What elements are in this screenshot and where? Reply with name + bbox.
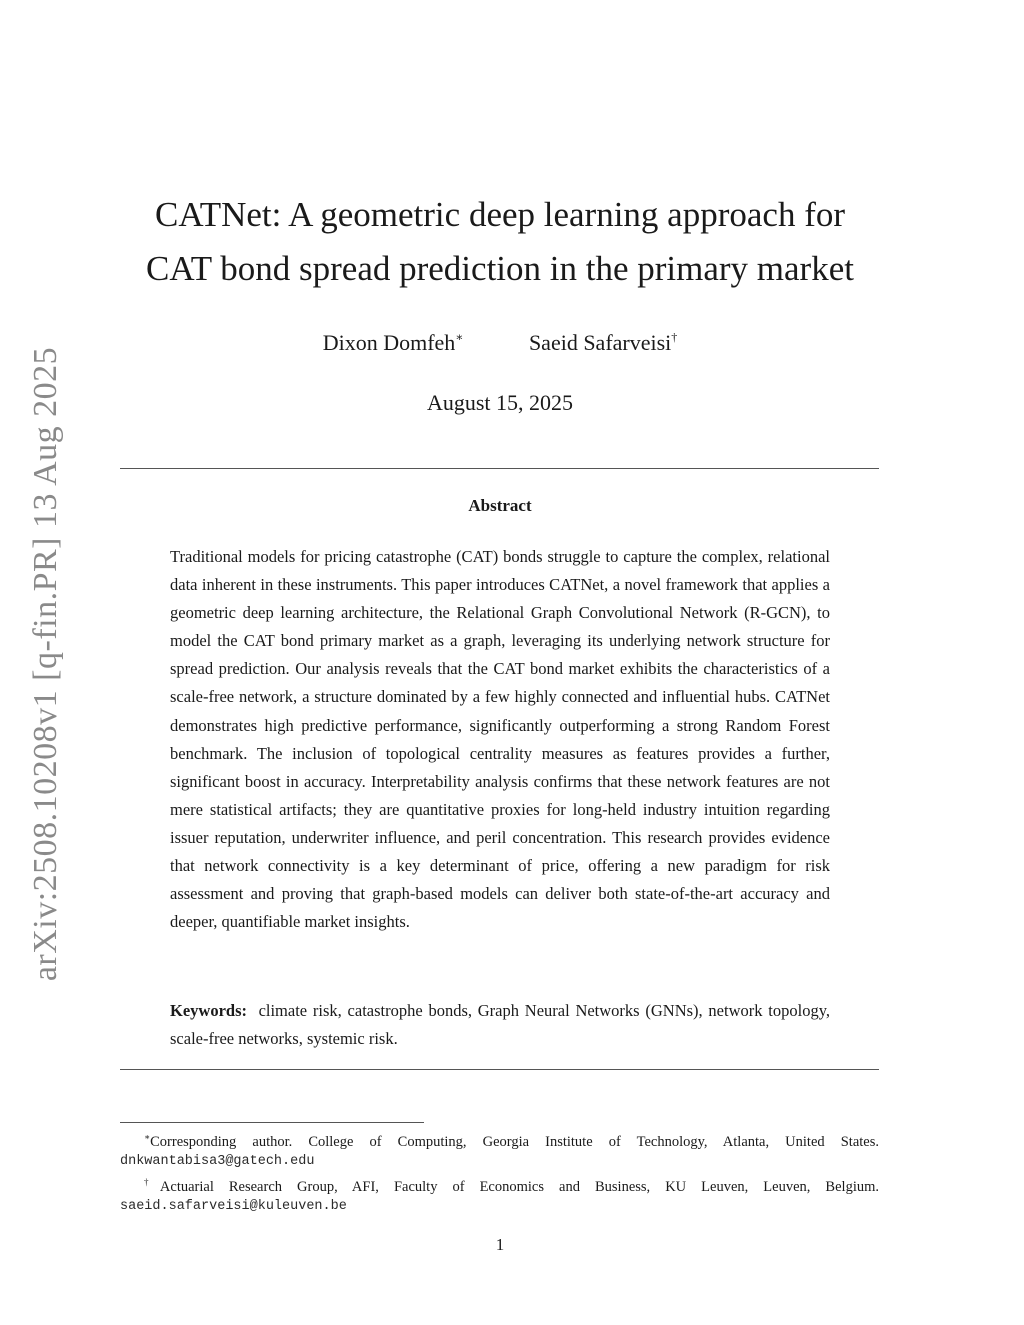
keywords-block (170, 997, 830, 1053)
keywords-label: Keywords: (170, 1001, 247, 1020)
publication-date: August 15, 2025 (426, 390, 574, 415)
footnote-separator (120, 1122, 424, 1123)
abstract-bottom-rule (120, 1069, 879, 1070)
footnote-1-text: Corresponding author. College of Computing, Georgia Institute of Technology, Atlanta, United States. (150, 1134, 879, 1150)
footnote-1 (120, 1127, 879, 1152)
author-list (0, 330, 1000, 356)
footnotes (120, 1127, 879, 1217)
keywords-text: climate risk, catastrophe bonds, Graph Neural Networks (GNNs), network topology, scale-free networks, systemic risk. (170, 1001, 831, 1049)
abstract-heading: Abstract (468, 496, 532, 515)
page-number: 1 (495, 1235, 505, 1254)
author-name: Saeid Safarveisi (528, 330, 672, 355)
footnote-1-email[interactable]: dnkwantabisa3@gatech.edu (120, 1154, 315, 1169)
paper-title (0, 188, 1000, 296)
author-footnote-mark: ∗ (455, 330, 464, 344)
paper-title-line-1: CATNet: A geometric deep learning approach for (154, 195, 846, 234)
footnote-2-text: Actuarial Research Group, AFI, Faculty of Economics and Business, KU Leuven, Leuven, Belgium. (159, 1179, 879, 1195)
footnote-2 (120, 1172, 879, 1197)
paper-title-line-2: CAT bond spread prediction in the primary market (146, 249, 854, 288)
author-name: Dixon Domfeh (322, 330, 456, 355)
author-saeid-safarveisi (529, 330, 677, 356)
footnote-2-mark: † (144, 1177, 160, 1187)
footnote-1-mark: ∗ (144, 1132, 151, 1142)
abstract-body: Traditional models for pricing catastrophe (CAT) bonds struggle to capture the complex, relational data inherent in these instruments. This paper introduces CATNet, a novel framework that applies a geometric deep learning architecture, the Relational Graph Convolutional Network (R-GCN), to model the CAT bond primary market as a graph, leveraging its underlying network structure for spread prediction. Our analysis reveals that the CAT bond market exhibits the characteristics of a scale-free network, a structure dominated by a few highly connected and influential hubs. CATNet demonstrates high predictive performance, significantly outperforming a strong Random Forest benchmark. The inclusion of topological centrality measures as features provides a further, significant boost in accuracy. Interpretability analysis confirms that these network features are not mere statistical artifacts; they are quantitative proxies for long-held industry intuition regarding issuer reputation, underwriter influence, and peril concentration. This research provides evidence that network connectivity is a key determinant of price, offering a new paradigm for risk assessment and proving that graph-based models can deliver both state-of-the-art accuracy and deeper, quantifiable market insights. (170, 547, 830, 932)
author-dixon-domfeh (323, 330, 464, 356)
author-footnote-mark: † (671, 330, 678, 344)
arxiv-identifier-stamp: arXiv:2508.10208v1 [q-fin.PR] 13 Aug 2025 (27, 346, 64, 982)
abstract-top-rule (120, 468, 879, 469)
footnote-2-email[interactable]: saeid.safarveisi@kuleuven.be (120, 1199, 347, 1214)
